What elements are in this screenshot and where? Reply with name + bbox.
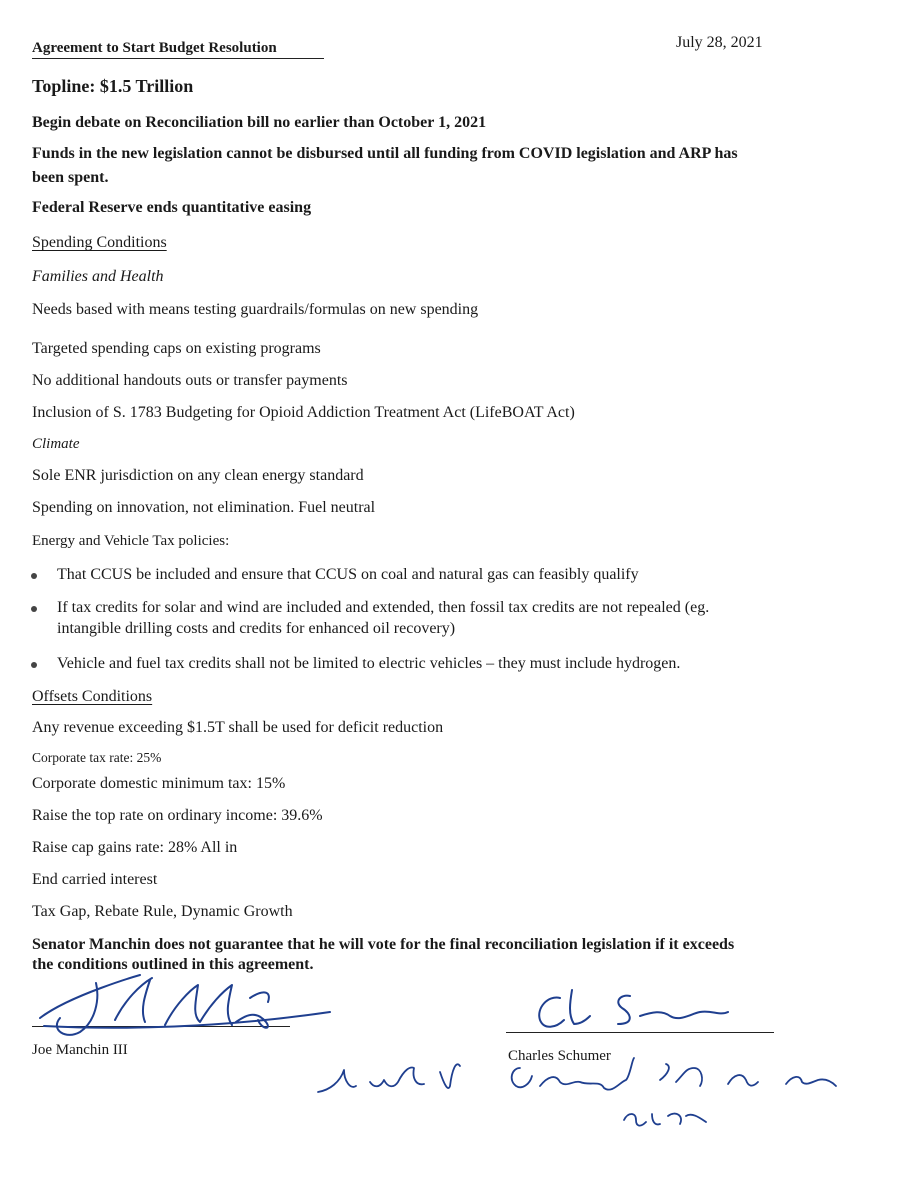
solar-wind-bullet-line2: intangible drilling costs and credits for enhanced oil recovery): [57, 620, 456, 637]
families-item: Inclusion of S. 1783 Budgeting for Opioid Addiction Treatment Act (LifeBOAT Act): [32, 404, 575, 421]
offsets-heading: Offsets Conditions: [32, 688, 153, 705]
families-item: Needs based with means testing guardrails/formulas on new spending: [32, 301, 479, 318]
offsets-item: Corporate tax rate: 25%: [32, 750, 162, 765]
offsets-item: Tax Gap, Rebate Rule, Dynamic Growth: [32, 903, 293, 920]
solar-wind-bullet-line1: If tax credits for solar and wind are included and extended, then fossil tax credits are not repealed (eg.: [57, 599, 710, 616]
signer-name-schumer: Charles Schumer: [508, 1048, 611, 1064]
document-title: Agreement to Start Budget Resolution: [32, 40, 277, 56]
energy-tax-heading: Energy and Vehicle Tax policies:: [32, 533, 230, 549]
topline: Topline: $1.5 Trillion: [32, 76, 194, 96]
families-item: No additional handouts outs or transfer payments: [32, 372, 348, 389]
closing-statement-line2: the conditions outlined in this agreement.: [32, 956, 314, 973]
families-item: Targeted spending caps on existing programs: [32, 340, 321, 357]
climate-item: Spending on innovation, not elimination. Fuel neutral: [32, 499, 376, 516]
document-date: July 28, 2021: [676, 34, 763, 51]
families-heading: Families and Health: [32, 268, 164, 285]
funds-term-line2: been spent.: [32, 169, 109, 186]
ccus-bullet: That CCUS be included and ensure that CCUS on coal and natural gas can feasibly qualify: [57, 566, 639, 583]
fed-reserve-term: Federal Reserve ends quantitative easing: [32, 199, 312, 216]
funds-term-line1: Funds in the new legislation cannot be disbursed until all funding from COVID legislation and ARP has: [32, 145, 738, 162]
offsets-item: Any revenue exceeding $1.5T shall be used for deficit reduction: [32, 719, 444, 736]
offsets-item: End carried interest: [32, 871, 158, 888]
vehicle-bullet: Vehicle and fuel tax credits shall not be limited to electric vehicles – they must include hydrogen.: [57, 655, 681, 672]
closing-statement-line1: Senator Manchin does not guarantee that he will vote for the final reconciliation legislation if it exceeds: [32, 936, 735, 953]
offsets-item: Corporate domestic minimum tax: 15%: [32, 775, 286, 792]
begin-debate-term: Begin debate on Reconciliation bill no earlier than October 1, 2021: [32, 114, 487, 131]
offsets-item: Raise the top rate on ordinary income: 39.6%: [32, 807, 323, 824]
climate-heading: Climate: [32, 436, 80, 452]
climate-item: Sole ENR jurisdiction on any clean energy standard: [32, 467, 364, 484]
signer-name-manchin: Joe Manchin III: [32, 1042, 128, 1058]
offsets-item: Raise cap gains rate: 28% All in: [32, 839, 238, 856]
spending-heading: Spending Conditions: [32, 234, 167, 251]
